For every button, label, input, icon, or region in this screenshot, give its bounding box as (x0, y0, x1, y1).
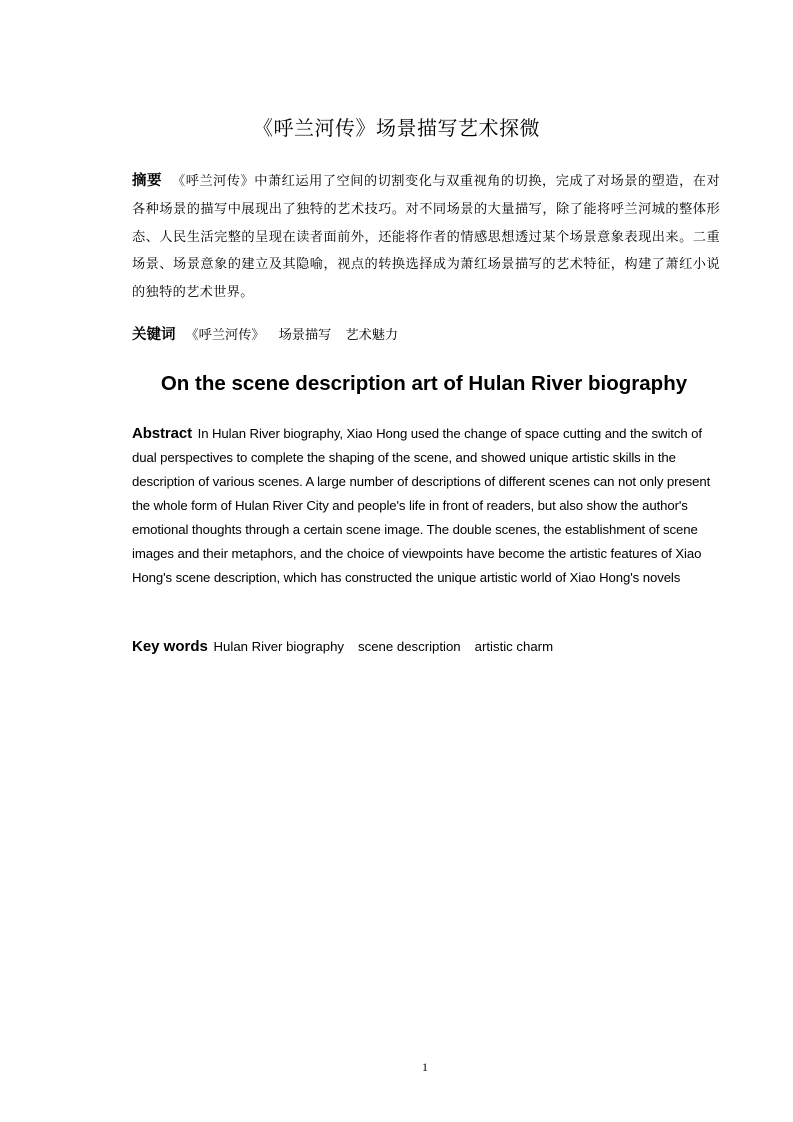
chinese-abstract-text: 《呼兰河传》中萧红运用了空间的切割变化与双重视角的切换，完成了对场景的塑造，在对各种场景的描写中展现出了独特的艺术技巧。对不同场景的大量描写，除了能将呼兰河城的整体形态、人民生活完整的呈现在读者面前外，还能将作者的情感思想透过某个场景意象表现出来。二重场景、场景意象的建立及其隐喻，视点的转换选择成为萧红场景描写的艺术特征，构建了萧红小说的独特的艺术世界。 (132, 174, 721, 301)
english-title: On the scene description art of Hulan River biography (160, 372, 688, 395)
chinese-title: 《呼兰河传》场景描写艺术探微 (253, 116, 540, 140)
chinese-keywords (132, 324, 720, 347)
chinese-keyword: 艺术魅力 (345, 328, 399, 343)
english-abstract-label: Abstract (132, 425, 193, 442)
chinese-keyword: 《呼兰河传》 (185, 328, 265, 343)
chinese-abstract-label: 摘要 (132, 173, 163, 189)
english-abstract (132, 422, 722, 590)
english-keywords-label: Key words (132, 638, 208, 655)
chinese-abstract (132, 168, 720, 307)
english-keywords (132, 636, 722, 658)
chinese-keyword: 场景描写 (278, 328, 332, 343)
page-number: 1 (422, 1060, 428, 1074)
english-keyword: artistic charm (474, 639, 554, 654)
english-keyword: Hulan River biography (213, 639, 345, 654)
english-keyword: scene description (358, 639, 461, 654)
english-abstract-text: In Hulan River biography, Xiao Hong used the change of space cutting and the switch of dual perspectives to complete the shaping of the scene, and showed unique artistic skills in the description of various scenes. A large number of descriptions of different scenes can not only present the whole form of Hulan River City and people's life in front of readers, but also show the author's emotional thoughts through a certain scene image. The double scenes, the establishment of scene images and their metaphors, and the choice of viewpoints have become the artistic features of Xiao Hong's scene description, which has constructed the unique artistic world of Xiao Hong's novels (132, 426, 711, 585)
chinese-keywords-label: 关键词 (132, 327, 176, 343)
